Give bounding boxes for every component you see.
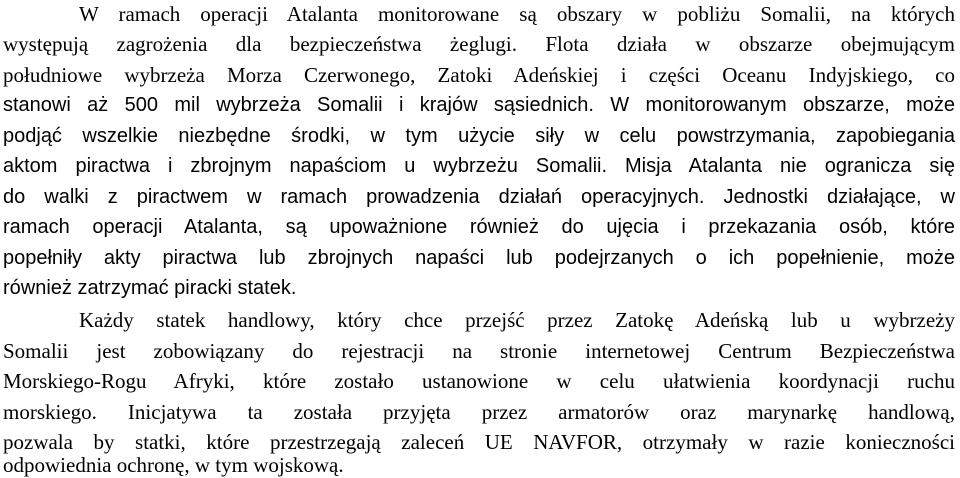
text-line: W ramach operacji Atalanta monitorowane są obszary w pobliżu Somalii, na których <box>79 2 955 26</box>
text-line: popełniły akty piractwa lub zbrojnych napaści lub podejrzanych o ich popełnienie, może <box>3 247 955 269</box>
text-line: Morskiego-Rogu Afryki, które zostało ustanowione w celu ułatwienia koordynacji ruchu <box>3 369 955 393</box>
text-line: Somalii jest zobowiązany do rejestracji na stronie internetowej Centrum Bezpieczeństwa <box>3 339 955 363</box>
text-line: do walki z piractwem w ramach prowadzenia działań operacyjnych. Jednostki działające, w <box>3 186 955 208</box>
text-line: stanowi aż 500 mil wybrzeża Somalii i krajów sąsiednich. W monitorowanym obszarze, może <box>3 94 955 116</box>
text-line: odpowiednia ochronę, w tym wojskową. <box>3 453 344 477</box>
text-line: pozwala by statki, które przestrzegają zaleceń UE NAVFOR, otrzymały w razie konieczności <box>3 430 955 454</box>
text-line: ramach operacji Atalanta, są upoważnione również do ujęcia i przekazania osób, które <box>3 216 955 238</box>
text-line: aktom piractwa i zbrojnym napaściom u wybrzeżu Somalii. Misja Atalanta nie ogranicza się <box>3 155 955 177</box>
text-line: również zatrzymać piracki statek. <box>3 277 297 299</box>
text-line: morskiego. Inicjatywa ta została przyjęta przez armatorów oraz marynarkę handlową, <box>3 400 955 424</box>
text-line: południowe wybrzeża Morza Czerwonego, Zatoki Adeńskiej i części Oceanu Indyjskiego, co <box>3 63 955 87</box>
text-line: występują zagrożenia dla bezpieczeństwa żeglugi. Flota działa w obszarze obejmującym <box>3 32 955 56</box>
text-line: Każdy statek handlowy, który chce przejść przez Zatokę Adeńską lub u wybrzeży <box>79 308 955 332</box>
text-line: podjąć wszelkie niezbędne środki, w tym użycie siły w celu powstrzymania, zapobiegania <box>3 125 955 147</box>
